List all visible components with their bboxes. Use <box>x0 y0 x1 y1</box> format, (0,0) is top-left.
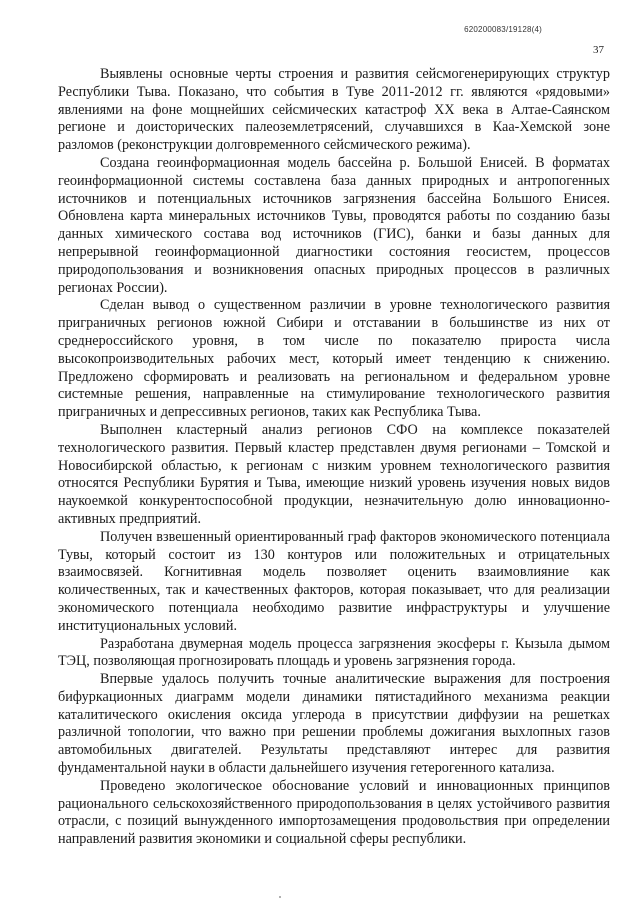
paragraph: Выполнен кластерный анализ регионов СФО на комплексе показателей технологического развития. Первый кластер представлен двумя регионами – Томской и Новосибирской областью, к регионам с низким уровнем технологического развития относятся Республики Бурятия и Тыва, имеющие низкий уровень изучения новых видов наукоемкой конкурентоспособной продукции, незначительную долю инновационно-активных предприятий. <box>58 421 610 527</box>
paragraph: Разработана двумерная модель процесса загрязнения экосферы г. Кызыла дымом ТЭЦ, позволяющая прогнозировать площадь и уровень загрязнения города. <box>58 635 610 670</box>
page-number: 37 <box>593 44 604 56</box>
paragraph: Проведено экологическое обоснование условий и инновационных принципов рационального сельскохозяйственного природопользования в целях устойчивого развития отрасли, с позиций вынужденного импортозамещения продовольствия при определении направлений развития экономики и социальной сферы республики. <box>58 777 610 848</box>
scan-artifact-dot <box>279 896 281 898</box>
document-id: 620200083/19128(4) <box>464 25 542 34</box>
paragraph: Сделан вывод о существенном различии в уровне технологического развития приграничных регионов южной Сибири и отставании в большинстве из них от среднероссийского уровня, в том числе по показателю прироста числа высокопроизводительных рабочих мест, который имеет тенденцию к снижению. Предложено сформировать и реализовать на региональном и федеральном уровне системные решения, направленные на стимулирование технологического развития приграничных и депрессивных регионов, таких как Республика Тыва. <box>58 297 610 421</box>
paragraph: Впервые удалось получить точные аналитические выражения для построения бифуркационных диаграмм модели динамики пятистадийного механизма реакции каталитического окисления оксида углерода в присутствии диффузии на решетках различной топологии, что важно при решении проблемы дожигания выхлопных газов автомобильных двигателей. Результаты представляют интерес для развития фундаментальной науки в области дальнейшего изучения гетерогенного катализа. <box>58 671 610 777</box>
paragraph: Выявлены основные черты строения и развития сейсмогенерирующих структур Республики Тыва. Показано, что события в Туве 2011-2012 гг. являются «рядовыми» явлениями на фоне мощнейших сейсмических катастроф XX века в Алтае-Саянском регионе и доисторических палеоземлетрясений, случавшихся в Каа-Хемской зоне разломов (реконструкции долговременного сейсмического режима). <box>58 66 610 154</box>
paragraph: Получен взвешенный ориентированный граф факторов экономического потенциала Тувы, который состоит из 130 контуров или положительных и отрицательных взаимосвязей. Когнитивная модель позволяет оценить взаимовлияние как количественных, так и качественных факторов, которая показывает, что для реализации экономического потенциала необходимо развитие инфраструктуры и улучшение институциональных условий. <box>58 528 610 634</box>
paragraph: Создана геоинформационная модель бассейна р. Большой Енисей. В форматах геоинформационной системы составлена база данных природных и антропогенных источников и потенциальных источников загрязнения бассейна Большого Енисея. Обновлена карта минеральных источников Тувы, проводятся работы по созданию базы данных химического состава вод источников (ГИС), банки и базы данных для непрерывной геоинформационной диагностики состояния геосистем, процессов природопользования и возникновения опасных природных процессов в различных регионах России). <box>58 154 610 296</box>
body-text <box>58 66 610 849</box>
